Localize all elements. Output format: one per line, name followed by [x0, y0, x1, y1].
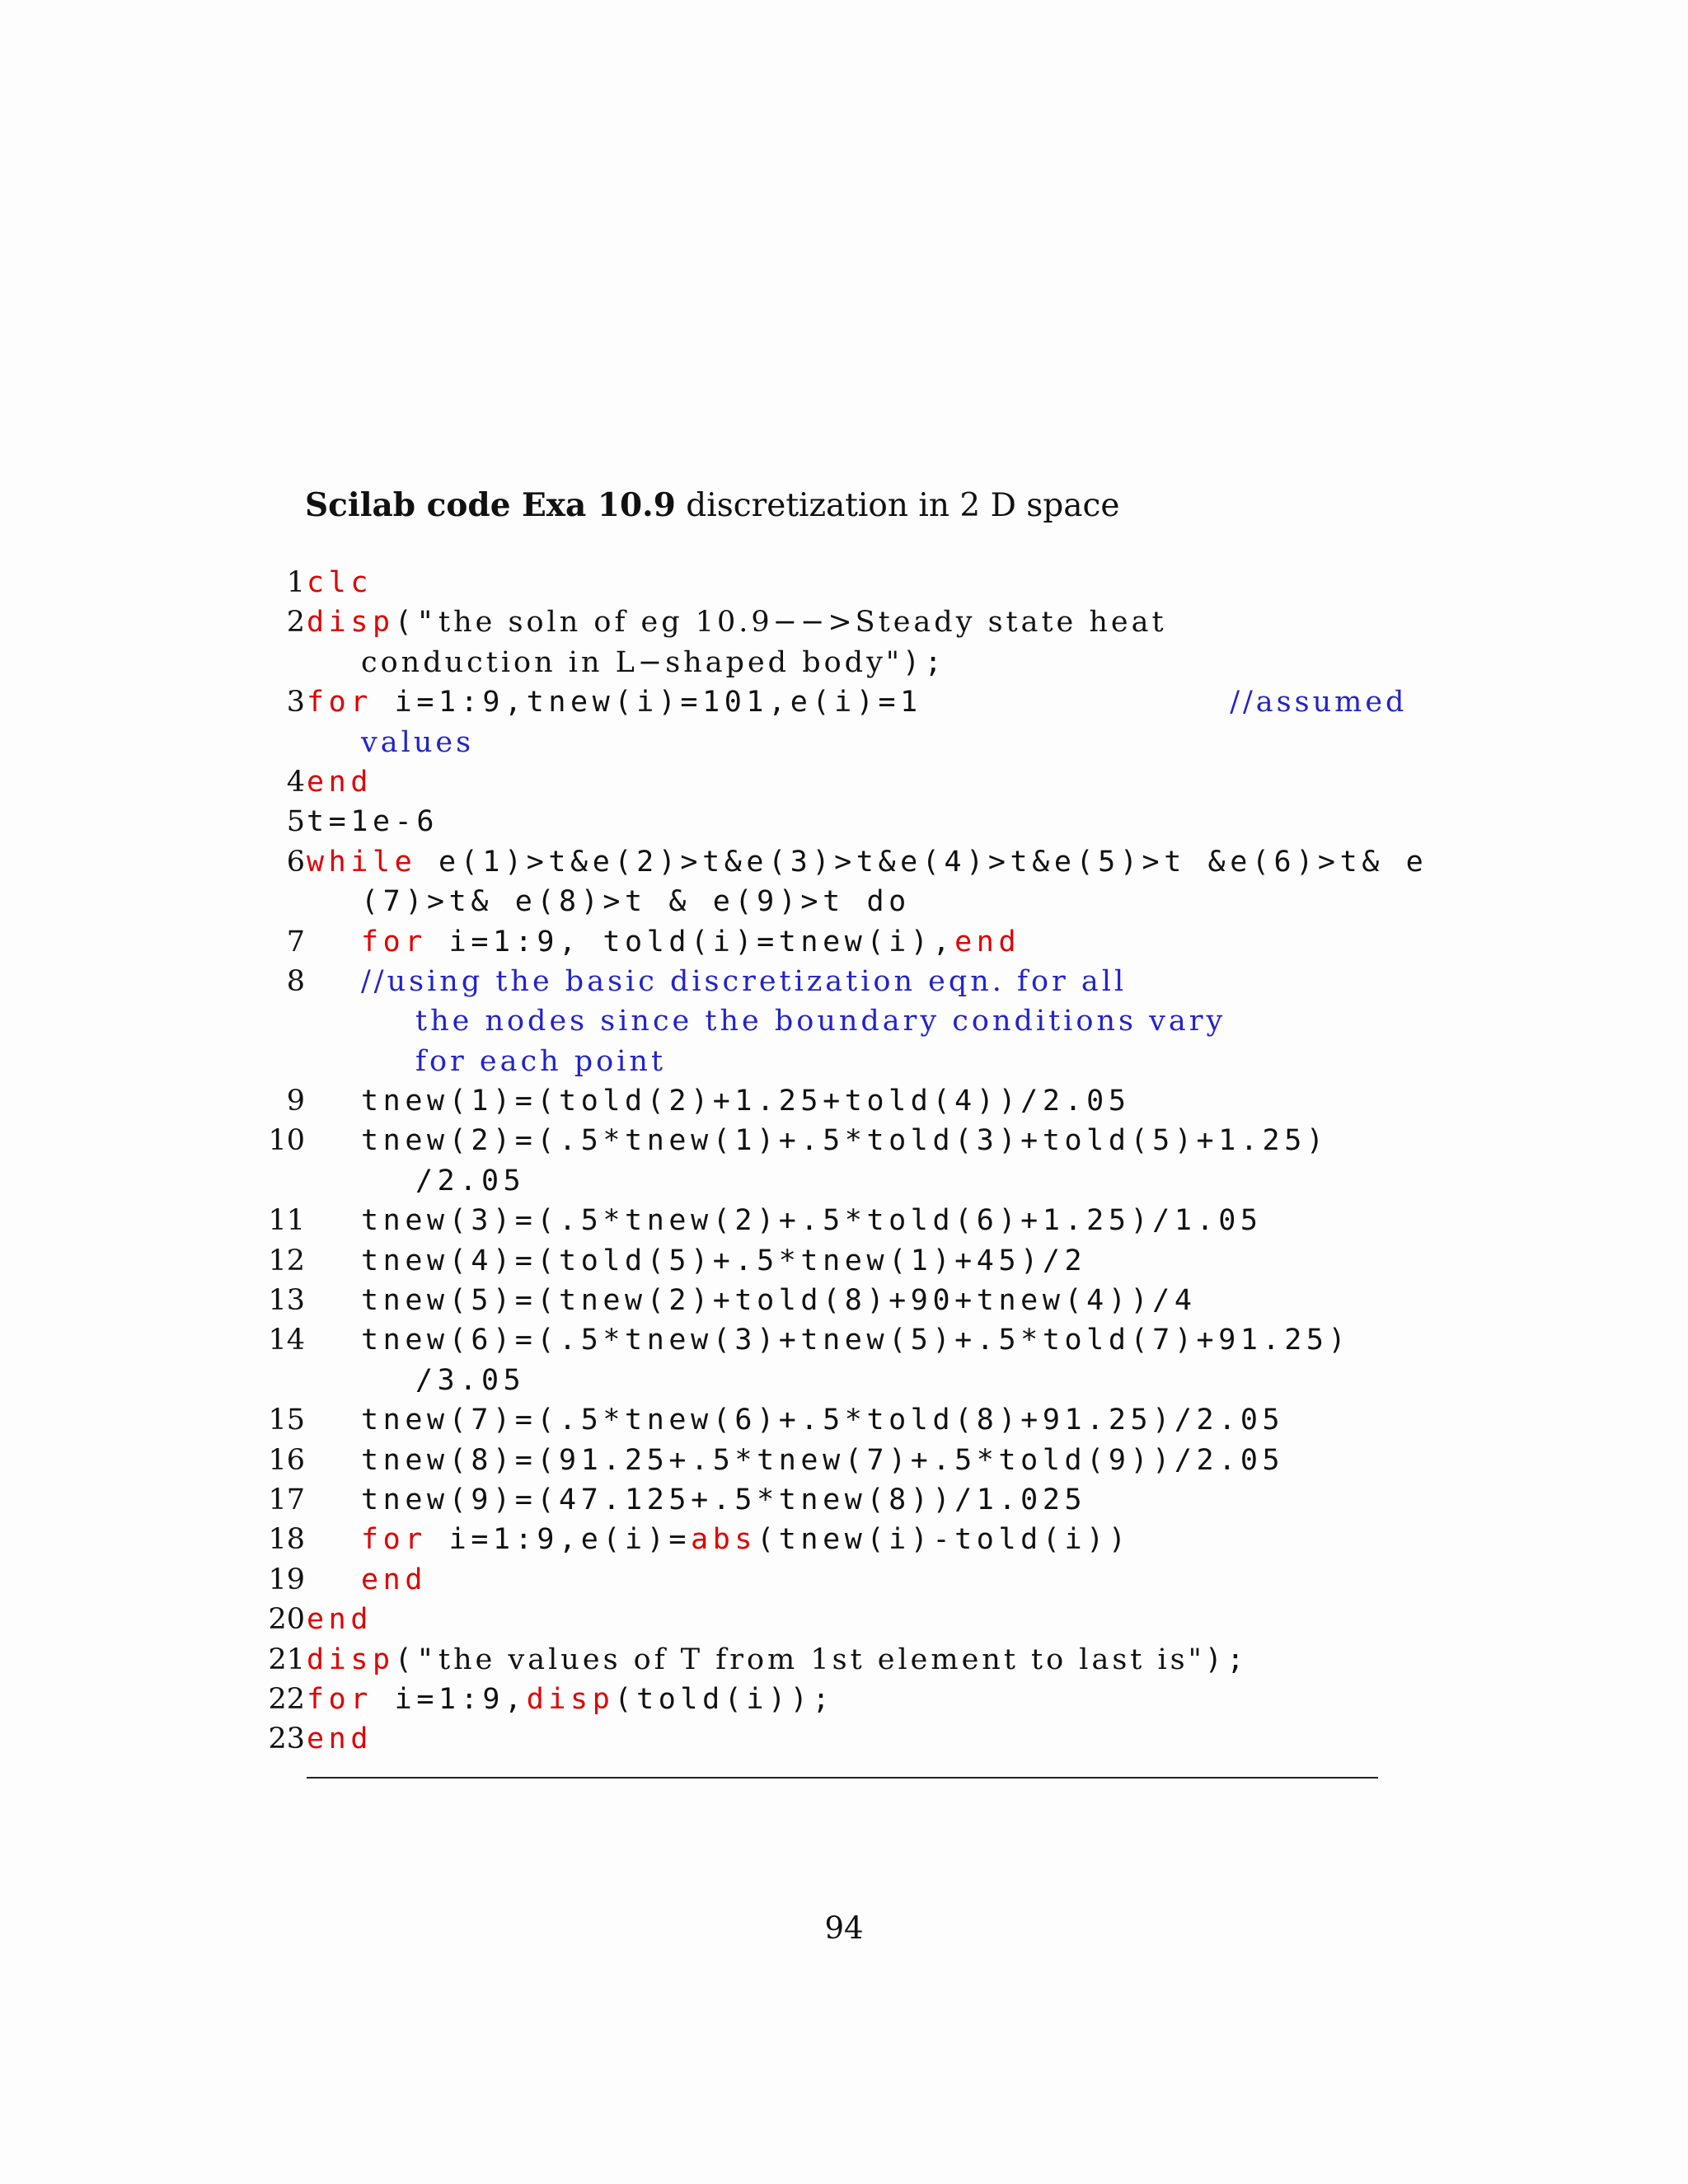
code-text [307, 602, 1167, 642]
keyword-token: for [361, 925, 428, 958]
line-number: 4 [286, 765, 305, 799]
code-text [361, 962, 1127, 1001]
code-text [307, 563, 373, 602]
code-token: i=1:9,tnew(i)=101,e(i)=1 [373, 686, 1231, 719]
line-number: 20 [268, 1603, 305, 1637]
line-number: 6 [286, 845, 305, 879]
code-line [247, 842, 1428, 882]
line-number: 22 [268, 1682, 305, 1716]
keyword-token: abs [691, 1523, 757, 1557]
code-line [247, 1121, 1385, 1160]
code-token: (" [394, 606, 439, 640]
code-line [247, 922, 1385, 962]
code-line [247, 643, 1385, 682]
comment-token: //assumed [1230, 686, 1408, 719]
code-line [247, 1640, 1385, 1680]
code-text [361, 1201, 1263, 1240]
code-text [361, 723, 474, 762]
code-token: /2.05 [415, 1164, 526, 1197]
code-text [361, 1081, 1131, 1121]
code-text [361, 1480, 1086, 1520]
line-number: 13 [268, 1284, 305, 1318]
code-text [361, 1281, 1197, 1320]
keyword-token: disp [526, 1682, 615, 1716]
code-line [247, 1680, 1385, 1719]
code-text [361, 643, 946, 682]
code-line [247, 762, 1385, 802]
code-text [361, 1320, 1350, 1360]
comment-token: //using the basic discretization eqn. for all [361, 964, 1128, 998]
comment-token: for each point [415, 1044, 667, 1078]
keyword-token: end [954, 925, 1021, 958]
code-token: i=1:9,e(i)= [427, 1523, 692, 1557]
code-text [361, 882, 911, 921]
code-text [415, 1001, 1226, 1041]
code-line [247, 962, 1385, 1001]
line-number: 23 [268, 1722, 305, 1756]
code-line [247, 1081, 1385, 1121]
code-line [247, 1042, 1385, 1081]
keyword-token: while [307, 845, 417, 879]
code-token: (told(i)); [614, 1682, 835, 1716]
keyword-token: disp [307, 1643, 395, 1676]
code-listing [247, 563, 1428, 1760]
code-line [247, 1441, 1385, 1480]
line-number: 7 [286, 925, 305, 958]
keyword-token: clc [307, 566, 373, 599]
code-text [415, 1361, 525, 1400]
code-line [247, 1361, 1385, 1400]
code-text [361, 1520, 1131, 1559]
code-line [247, 602, 1385, 642]
code-token: (tnew(i)-told(i)) [757, 1523, 1131, 1557]
code-caption [305, 480, 1119, 531]
keyword-token: end [307, 1603, 373, 1637]
line-number: 18 [268, 1523, 305, 1557]
code-text [361, 1400, 1284, 1440]
code-text [361, 1241, 1086, 1281]
code-line [247, 802, 1385, 841]
code-text [361, 1441, 1284, 1480]
line-number: 1 [286, 566, 305, 599]
code-line [247, 1560, 1385, 1600]
code-token: (7)>t& e(8)>t & e(9)>t do [361, 885, 911, 919]
code-token: tnew(8)=(91.25+.5*tnew(7)+.5*told(9))/2.05 [361, 1443, 1285, 1477]
keyword-token: for [361, 1523, 428, 1557]
string-token: conduction in L−shaped body" [361, 645, 903, 679]
caption-title: discretization in 2 D space [686, 487, 1120, 524]
keyword-token: disp [307, 606, 395, 640]
code-line [247, 563, 1385, 602]
code-token: tnew(1)=(told(2)+1.25+told(4))/2.05 [361, 1085, 1131, 1118]
code-line [247, 1281, 1385, 1320]
code-text [307, 1719, 373, 1759]
code-token: tnew(5)=(tnew(2)+told(8)+90+tnew(4))/4 [361, 1284, 1197, 1318]
code-line [247, 1400, 1385, 1440]
code-text [307, 762, 373, 802]
keyword-token: for [307, 686, 373, 719]
line-number: 21 [268, 1643, 305, 1676]
code-line [247, 1600, 1385, 1639]
line-number: 9 [286, 1085, 305, 1118]
code-line [247, 1201, 1385, 1240]
code-line [247, 1480, 1385, 1520]
code-token: tnew(7)=(.5*tnew(6)+.5*told(8)+91.25)/2.05 [361, 1404, 1285, 1437]
code-text [307, 842, 1428, 882]
line-number: 15 [268, 1404, 305, 1437]
string-token: the soln of eg 10.9−−>Steady state heat [438, 606, 1167, 640]
code-line [247, 1320, 1385, 1360]
caption-label: Scilab code Exa 10.9 [305, 486, 676, 524]
code-token: t=1e-6 [307, 805, 439, 839]
keyword-token: end [307, 765, 373, 799]
string-token: the values of T from 1st element to last is" [438, 1643, 1205, 1676]
code-token: tnew(2)=(.5*tnew(1)+.5*told(3)+told(5)+1.25) [361, 1124, 1329, 1158]
line-number: 3 [286, 686, 305, 719]
code-text [307, 802, 438, 841]
code-token: tnew(3)=(.5*tnew(2)+.5*told(6)+1.25)/1.05 [361, 1204, 1263, 1238]
code-token: ); [1204, 1643, 1250, 1676]
line-number: 14 [268, 1324, 305, 1357]
code-text [307, 1680, 834, 1719]
line-number: 5 [286, 805, 305, 839]
code-line [247, 1241, 1385, 1281]
keyword-token: end [361, 1563, 428, 1596]
code-line [247, 1719, 1385, 1759]
line-number: 19 [268, 1563, 305, 1596]
code-text [415, 1042, 666, 1081]
code-line [247, 1520, 1385, 1559]
code-text [307, 1640, 1249, 1680]
code-text [415, 1161, 525, 1201]
line-number: 16 [268, 1443, 305, 1477]
keyword-token: end [307, 1722, 373, 1756]
code-token: e(1)>t&e(2)>t&e(3)>t&e(4)>t&e(5)>t &e(6)>t& e [416, 845, 1428, 879]
line-number: 8 [286, 964, 305, 998]
code-token: tnew(9)=(47.125+.5*tnew(8))/1.025 [361, 1483, 1087, 1516]
code-token: /3.05 [415, 1363, 526, 1397]
code-text [361, 1560, 427, 1600]
code-token: i=1:9, told(i)=tnew(i), [427, 925, 955, 958]
code-token: i=1:9, [373, 1682, 527, 1716]
code-text [361, 1121, 1329, 1160]
code-text [361, 922, 1020, 962]
code-token: ); [902, 645, 947, 679]
listing-rule [307, 1777, 1378, 1779]
code-line [247, 723, 1385, 762]
code-line [247, 1001, 1385, 1041]
comment-token: the nodes since the boundary conditions vary [415, 1005, 1226, 1038]
line-number: 12 [268, 1244, 305, 1277]
code-token: tnew(6)=(.5*tnew(3)+tnew(5)+.5*told(7)+91.25) [361, 1324, 1351, 1357]
comment-token: values [361, 725, 475, 759]
line-number: 11 [268, 1204, 305, 1238]
code-line [247, 682, 1408, 722]
code-text [307, 682, 1407, 722]
code-line [247, 1161, 1385, 1201]
code-line [247, 882, 1385, 921]
line-number: 10 [268, 1124, 305, 1158]
keyword-token: for [307, 1682, 373, 1716]
line-number: 17 [268, 1483, 305, 1516]
code-token: tnew(4)=(told(5)+.5*tnew(1)+45)/2 [361, 1244, 1087, 1277]
code-text [307, 1600, 373, 1639]
line-number: 2 [286, 606, 305, 640]
page-number: 94 [824, 1910, 864, 1946]
code-token: (" [394, 1643, 439, 1676]
